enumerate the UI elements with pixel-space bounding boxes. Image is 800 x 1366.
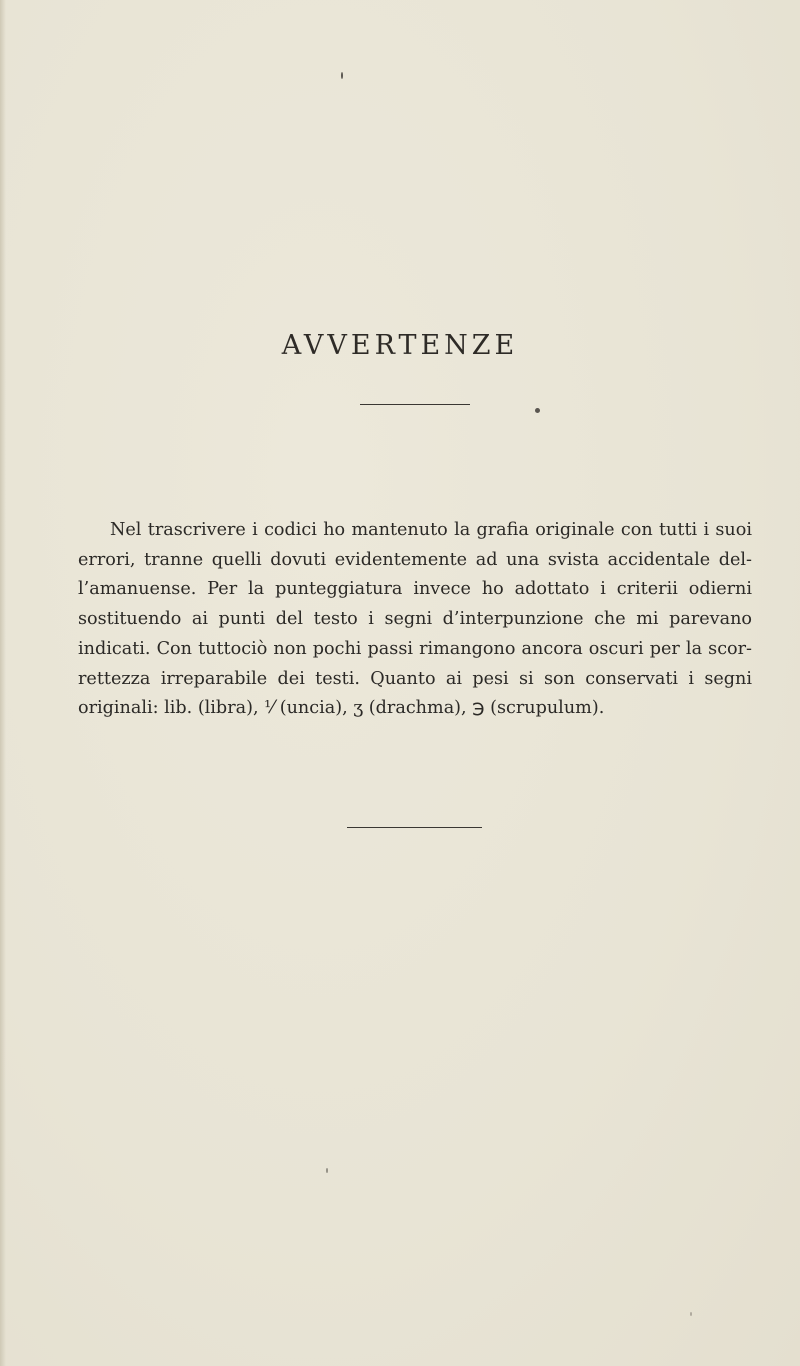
page-title: AVVERTENZE <box>281 330 519 361</box>
page-edge-shadow <box>0 0 6 1366</box>
divider-bottom <box>347 827 482 828</box>
paper-speck <box>690 1312 692 1316</box>
paragraph-line: indicati. Con tuttociò non pochi passi rimangono ancora oscuri per la scor- <box>78 638 752 659</box>
paper-speck <box>326 1168 328 1173</box>
paragraph-line: l’amanuense. Per la punteggiatura invece ho adottato i criterii odierni <box>78 579 752 600</box>
paper-speck <box>341 72 343 79</box>
divider-top <box>360 404 470 405</box>
paragraph-line: Nel trascrivere i codici ho mantenuto la grafia originale con tutti i suoi <box>110 520 752 540</box>
paragraph-line: originali: lib. (libra), ⅟ (uncia), ʒ (drachma), ℈ (scrupulum). <box>78 698 605 719</box>
paragraph-line: errori, tranne quelli dovuti evidentemente ad una svista accidentale del- <box>78 549 752 570</box>
paragraph-line: rettezza irreparabile dei testi. Quanto ai pesi si son conservati i segni <box>78 668 752 689</box>
paper-speck <box>535 408 540 413</box>
paragraph-line: sostituendo ai punti del testo i segni d’interpunzione che mi parevano <box>78 609 752 630</box>
notice-paragraph <box>78 516 752 724</box>
